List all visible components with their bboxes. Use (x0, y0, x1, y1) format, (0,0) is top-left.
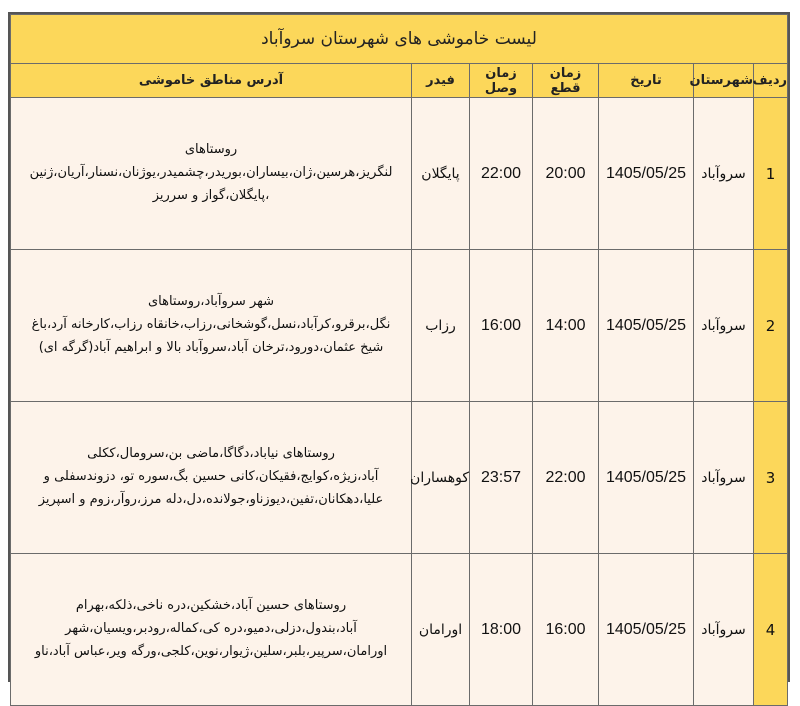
row-number: 3 (754, 402, 788, 554)
cut-time-cell: 22:00 (533, 402, 599, 554)
address-line: لنگریز،هرسین،ژان،بیساران،بوریدر،چشمیدر،یوژنان،نسنار،آریان،ژنین (29, 165, 393, 181)
address-line: اورامان،سرپیر،بلبر،سلین،ژیوار،نوین،کلجی،ورگه ویر،عباس آباد،ناو (34, 643, 388, 659)
feeder-cell: کوهساران (412, 402, 470, 554)
header-connect-time: زمان وصل (470, 64, 533, 98)
row-number: 4 (754, 554, 788, 706)
address-cell (11, 250, 412, 402)
connect-time-cell: 23:57 (470, 402, 533, 554)
header-address: آدرس مناطق خاموشی (11, 64, 412, 98)
address-line: روستاهای حسین آباد،خشکین،دره ناخی،ذلکه،بهرام (75, 598, 347, 614)
address-line: شیخ عثمان،دورود،ترخان آباد،سروآباد بالا و ابراهیم آباد(گرگه ای) (38, 339, 384, 355)
table-row (11, 554, 788, 706)
header-row-number: ردیف (754, 64, 788, 98)
table-row (11, 402, 788, 554)
connect-time-cell: 16:00 (470, 250, 533, 402)
connect-time-cell: 18:00 (470, 554, 533, 706)
table-row (11, 98, 788, 250)
outage-table-frame (8, 12, 790, 682)
header-row (11, 64, 788, 98)
feeder-cell: پایگلان (412, 98, 470, 250)
header-city: شهرستان (694, 64, 754, 98)
row-number: 1 (754, 98, 788, 250)
address-line: نگل،برقرو،کرآباد،نسل،گوشخانی،رزاب،خانقاه رزاب،کارخانه آرد،باغ (31, 317, 391, 333)
address-line: روستاهای (184, 142, 238, 158)
feeder-cell: اورامان (412, 554, 470, 706)
cut-time-cell: 20:00 (533, 98, 599, 250)
header-feeder: فیدر (412, 64, 470, 98)
table-title: لیست خاموشی های شهرستان سروآباد (11, 15, 788, 64)
outage-table (10, 14, 788, 706)
address-line: شهر سروآباد،روستاهای (147, 294, 275, 310)
city-cell: سروآباد (694, 250, 754, 402)
cut-time-cell: 16:00 (533, 554, 599, 706)
date-cell: 1405/05/25 (599, 250, 694, 402)
address-line: روستاهای نیاباد،دگاگا،ماضی بن،سرومال،ککلی (87, 446, 335, 462)
feeder-cell: رزاب (412, 250, 470, 402)
cut-time-cell: 14:00 (533, 250, 599, 402)
date-cell: 1405/05/25 (599, 554, 694, 706)
address-line: ،پایگلان،گواز و سرریز (152, 187, 270, 203)
row-number: 2 (754, 250, 788, 402)
address-line: علیا،دهکانان،تفین،دیوزناو،جولانده،دل،دله مرز،روآر،زوم و اسپریز (38, 491, 384, 507)
city-cell: سروآباد (694, 402, 754, 554)
city-cell: سروآباد (694, 98, 754, 250)
header-cut-time: زمان قطع (533, 64, 599, 98)
address-cell (11, 98, 412, 250)
address-line: آباد،بندول،دزلی،دمیو،دره کی،کماله،رودبر،ویسیان،شهر (65, 621, 357, 637)
city-cell: سروآباد (694, 554, 754, 706)
date-cell: 1405/05/25 (599, 98, 694, 250)
table-row (11, 250, 788, 402)
address-cell (11, 402, 412, 554)
address-cell (11, 554, 412, 706)
header-date: تاریخ (599, 64, 694, 98)
connect-time-cell: 22:00 (470, 98, 533, 250)
address-line: آباد،زیژه،کوایج،فقیکان،کانی حسین بگ،سوره تو، دزوندسفلی و (43, 469, 379, 485)
date-cell: 1405/05/25 (599, 402, 694, 554)
